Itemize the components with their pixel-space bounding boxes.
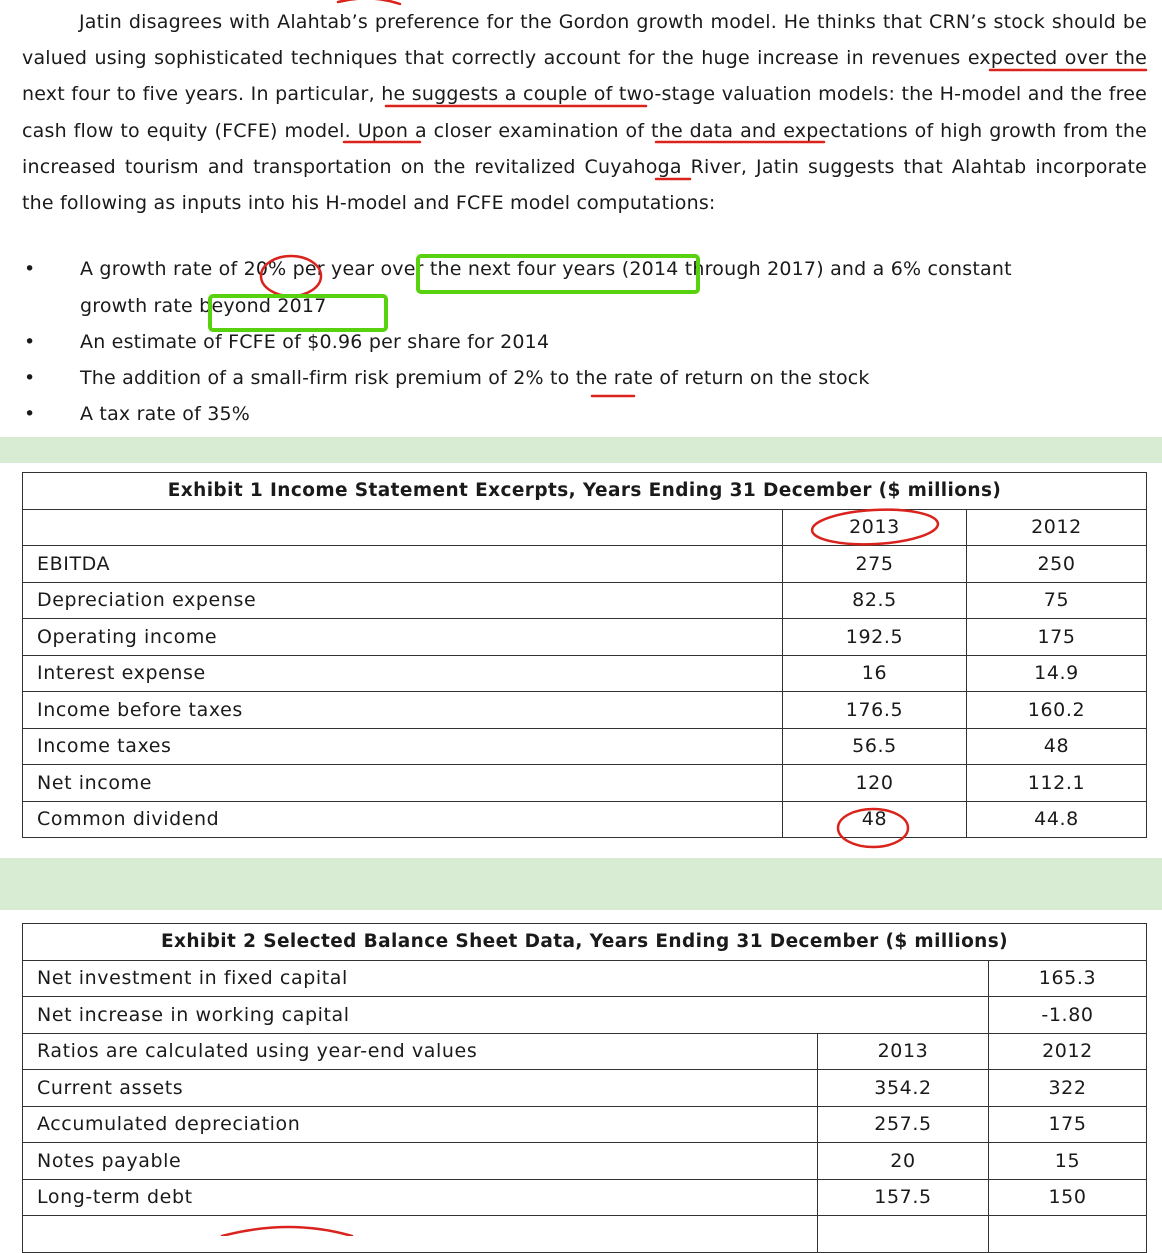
value-2012: 112.1 <box>967 765 1147 802</box>
value-2012: 75 <box>967 582 1147 619</box>
green-box-beyond-2017 <box>210 296 386 330</box>
value-2012: 160.2 <box>967 692 1147 729</box>
paragraph-text: Jatin disagrees with Alahtab’s preference for the Gordon growth model. He thinks that CRN’s stock should be valued using sophisticated techniques that correctly account for the huge increase in revenues expected over the next four to five years. In particular, he suggests a couple of two-stage valuation models: the H-model and the free cash flow to equity (FCFE) model. Upon a closer examination of the data and expectations of high growth from the increased tourism and transportation on the revitalized Cuyahoga River, Jatin suggests that Alahtab incorporate the following as inputs into his H-model and FCFE model computations: <box>22 11 1147 215</box>
value-2012: 175 <box>989 1106 1147 1143</box>
row-label: Interest expense <box>23 655 783 692</box>
value: 165.3 <box>989 960 1147 997</box>
value-2012: 15 <box>989 1143 1147 1180</box>
red-circle-2013 <box>811 507 939 548</box>
row-label: Long-term debt <box>23 1179 818 1216</box>
value-2013: 157.5 <box>818 1179 989 1216</box>
red-stroke-bottom <box>222 1227 352 1236</box>
value-2012: 14.9 <box>967 655 1147 692</box>
exhibit2-caption: Exhibit 2 Selected Balance Sheet Data, Years Ending 31 December ($ millions) <box>23 924 1147 961</box>
exhibit1-year-2012: 2012 <box>967 509 1147 546</box>
row-label: Depreciation expense <box>23 582 783 619</box>
value-2012: 44.8 <box>967 801 1147 838</box>
value-2013: 16 <box>783 655 967 692</box>
row-label: Notes payable <box>23 1143 818 1180</box>
exhibit1-caption: Exhibit 1 Income Statement Excerpts, Years Ending 31 December ($ millions) <box>23 473 1147 510</box>
row-label: Net increase in working capital <box>23 997 989 1034</box>
value-2013: 257.5 <box>818 1106 989 1143</box>
value-2013: 176.5 <box>783 692 967 729</box>
row-label: EBITDA <box>23 546 783 583</box>
bullet-risk-premium-text: The addition of a small-firm risk premium of 2% to the rate of return on the stock <box>80 367 870 389</box>
red-stroke-top <box>338 0 400 4</box>
value-2012: 175 <box>967 619 1147 656</box>
row-label: Accumulated depreciation <box>23 1106 818 1143</box>
exhibit2-year-2012: 2012 <box>989 1033 1147 1070</box>
bullet-tax-rate-text: A tax rate of 35% <box>80 403 251 425</box>
value-2013: 192.5 <box>783 619 967 656</box>
ratios-note: Ratios are calculated using year-end values <box>23 1033 818 1070</box>
bullet-dot: • <box>24 367 36 389</box>
bullet-fcfe-text: An estimate of FCFE of $0.96 per share for 2014 <box>80 331 550 353</box>
exhibit2-year-2013: 2013 <box>818 1033 989 1070</box>
value-2013: 56.5 <box>783 728 967 765</box>
bullet-growth-line1: A growth rate of 20% per year over the next four years (2014 through 2017) and a 6% constant <box>80 258 1012 280</box>
value-2013: 354.2 <box>818 1070 989 1107</box>
value-2013: 120 <box>783 765 967 802</box>
row-label: Common dividend <box>23 801 783 838</box>
row-label: Net investment in fixed capital <box>23 960 989 997</box>
red-circle-48 <box>838 809 908 847</box>
row-label: Current assets <box>23 1070 818 1107</box>
bullet-dot: • <box>24 258 36 280</box>
bullet-dot: • <box>24 403 36 425</box>
value-2013: 20 <box>818 1143 989 1180</box>
red-circle-20-percent <box>261 256 321 296</box>
exhibit1-year-2013: 2013 <box>783 509 967 546</box>
value-2013: 275 <box>783 546 967 583</box>
bullet-dot: • <box>24 331 36 353</box>
value: -1.80 <box>989 997 1147 1034</box>
value-2013: 48 <box>783 801 967 838</box>
value-2012: 48 <box>967 728 1147 765</box>
row-label: Operating income <box>23 619 783 656</box>
row-label: Income taxes <box>23 728 783 765</box>
green-box-over-next-four-years <box>418 256 698 292</box>
value-2013: 82.5 <box>783 582 967 619</box>
value-2012: 250 <box>967 546 1147 583</box>
value-2012: 150 <box>989 1179 1147 1216</box>
value-2012: 322 <box>989 1070 1147 1107</box>
row-label: Income before taxes <box>23 692 783 729</box>
row-label: Net income <box>23 765 783 802</box>
bullet-growth-line2: growth rate beyond 2017 <box>80 295 327 317</box>
